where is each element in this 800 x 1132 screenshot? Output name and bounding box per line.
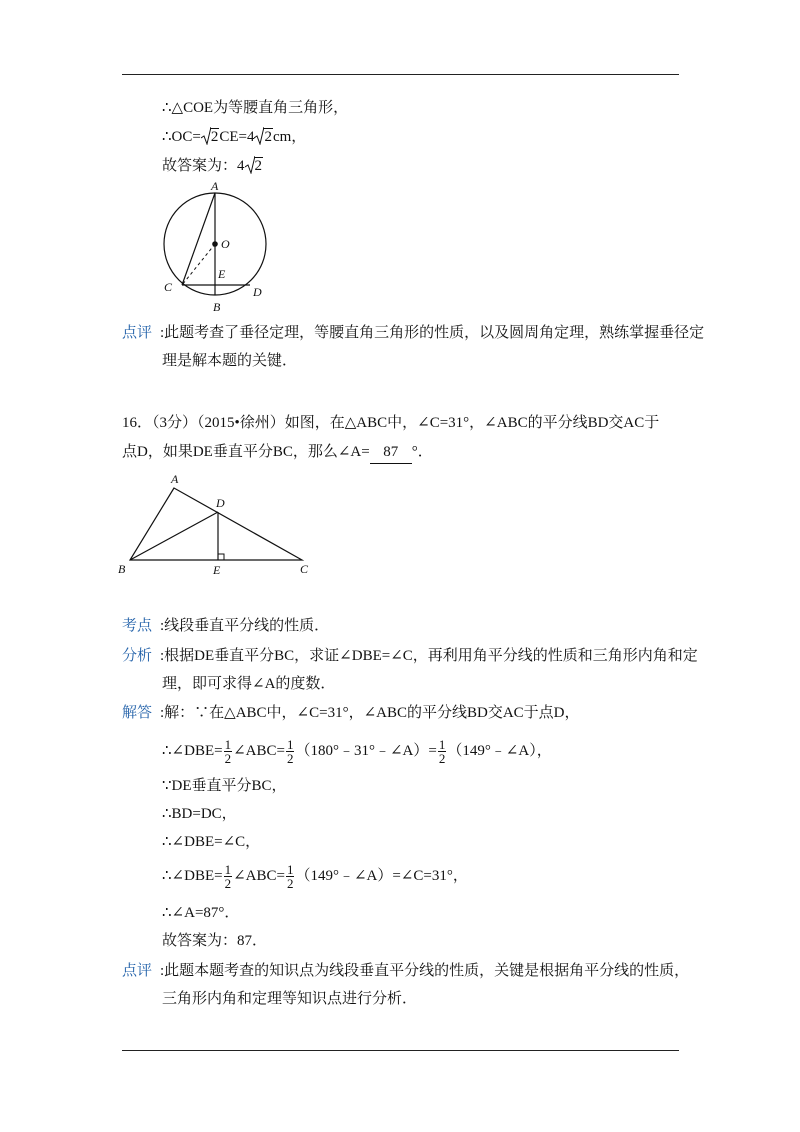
circle-figure [158, 178, 278, 318]
fraction-half: $\frac{1}{2}$ [286, 737, 294, 767]
problem16-line2: 点D，如果DE垂直平分BC，那么∠A= 87 °． [122, 441, 433, 464]
triangle-figure [116, 470, 316, 580]
jieda-line5: ∴∠DBE=∠C， [162, 834, 261, 850]
sqrt-symbol: 2 [245, 155, 264, 177]
jieda-line2: ∴∠DBE= $\frac{1}{2}$ ∠ABC= $\frac{1}{2}$ （180°﹣31°﹣∠A）= $\frac{1}{2}$ （149°﹣∠A）， [162, 737, 552, 767]
fraction-half: $\frac{1}{2}$ [286, 862, 294, 892]
label-D: D [216, 496, 225, 510]
fenxi-line2: 理，即可求得∠A的度数． [162, 676, 336, 692]
label-B: B [118, 562, 126, 576]
label-O: O [221, 237, 230, 251]
line-isosceles: ∴△COE为等腰直角三角形， [162, 100, 349, 116]
answer-blank: 87 [370, 441, 412, 464]
problem16-line1: 16．（3分）（2015•徐州）如图，在△ABC中，∠C=31°，∠ABC的平分线BD交AC于 [122, 415, 660, 431]
label-C: C [300, 562, 309, 576]
bisector-bd [130, 512, 218, 560]
label-E: E [218, 267, 226, 281]
footer-rule [122, 1050, 679, 1051]
comment1-line2: 理是解本题的关键． [162, 353, 298, 369]
tag-jieda: 解答 [122, 705, 153, 721]
label-E: E [213, 563, 221, 577]
sqrt-symbol: 2 [254, 126, 273, 148]
label-A: A [171, 472, 179, 486]
jieda-line6: ∴∠DBE= $\frac{1}{2}$ ∠ABC= $\frac{1}{2}$ （149°﹣∠A）=∠C=31°， [162, 862, 468, 892]
jieda-line1: :解：∵在△ABC中，∠C=31°，∠ABC的平分线BD交AC于点D， [160, 705, 580, 721]
line-oc: ∴OC= 2CE=4 2cm， [162, 126, 306, 148]
fraction-half: $\frac{1}{2}$ [438, 737, 446, 767]
jieda-line3: ∵DE垂直平分BC， [162, 778, 287, 794]
jieda-line8: 故答案为：87． [162, 933, 268, 949]
jieda-line7: ∴∠A=87°． [162, 905, 240, 921]
kaodian-text: :线段垂直平分线的性质． [160, 618, 330, 634]
right-angle-mark [218, 554, 224, 560]
label-C: C [164, 280, 173, 294]
label-B: B [213, 300, 221, 314]
comment1-line1: :此题考查了垂径定理，等腰直角三角形的性质，以及圆周角定理，熟练掌握垂径定 [160, 325, 705, 341]
line-answer-top: 故答案为：4 2 [162, 155, 263, 177]
tag-fenxi: 分析 [122, 648, 153, 664]
fraction-half: $\frac{1}{2}$ [224, 737, 232, 767]
label-D: D [253, 285, 262, 299]
sqrt-symbol: 2 [201, 126, 220, 148]
chord-ac [182, 193, 215, 285]
tag-dianping-2: 点评 [122, 963, 153, 979]
comment2-line2: 三角形内角和定理等知识点进行分析． [162, 991, 418, 1007]
comment2-line1: :此题本题考查的知识点为线段垂直平分线的性质，关键是根据角平分线的性质， [160, 963, 690, 979]
dashed-oc [182, 244, 215, 285]
tag-kaodian: 考点 [122, 618, 153, 634]
jieda-line4: ∴BD=DC， [162, 806, 237, 822]
tag-dianping-1: 点评 [122, 325, 153, 341]
center-dot [212, 241, 218, 247]
fraction-half: $\frac{1}{2}$ [224, 862, 232, 892]
label-A: A [211, 179, 219, 193]
fenxi-line1: :根据DE垂直平分BC，求证∠DBE=∠C，再利用角平分线的性质和三角形内角和定 [160, 648, 698, 664]
header-rule [122, 74, 679, 75]
